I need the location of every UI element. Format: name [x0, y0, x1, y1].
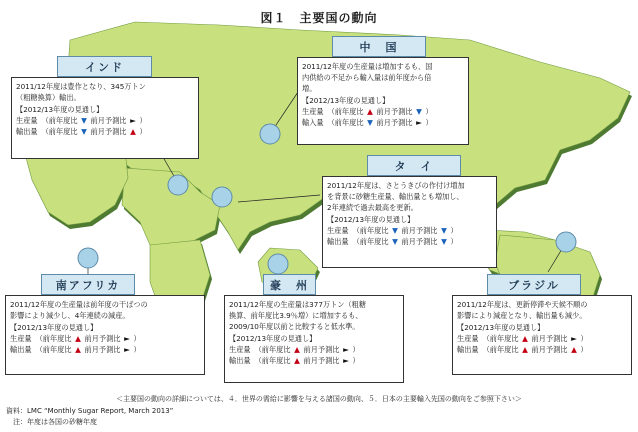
right-arrow-icon: ► [130, 116, 136, 125]
indicator-label: 輸出量 [229, 356, 251, 365]
down-arrow-icon: ▼ [416, 107, 422, 116]
indicator-row [16, 115, 194, 126]
yoy-label: （前年度比 [41, 127, 78, 136]
down-arrow-icon: ▼ [441, 226, 447, 235]
close-paren: ） [133, 345, 141, 354]
south-africa-description: 2011/12年度の生産量は前年度の干ばつの 影響により減少し、4年連続の減産。 [10, 300, 148, 320]
indicator-row [16, 126, 194, 137]
country-label-south-africa: 南アフリカ [41, 274, 135, 295]
up-arrow-icon: ▲ [130, 127, 136, 136]
yoy-label: （前年度比 [352, 226, 389, 235]
china-indicator-rows [302, 106, 464, 128]
footnote-detail: ＜主要国の動向の詳細については、４．世界の需給に影響を与える諸国の動向、５．日本の主要輸入先国の動向をご参照下さい＞ [116, 395, 522, 403]
india-outlook-heading: 【2012/13年度の見通し】 [16, 105, 104, 114]
brazil-outlook-heading: 【2012/13年度の見通し】 [457, 323, 545, 332]
right-arrow-icon: ► [416, 118, 422, 127]
australia-outlook-heading: 【2012/13年度の見通し】 [229, 334, 317, 343]
prev-label: 前月予測比 [401, 237, 438, 246]
yoy-label: （前年度比 [482, 345, 519, 354]
indicator-row [10, 333, 200, 344]
yoy-label: （前年度比 [327, 118, 364, 127]
indicator-label: 生産量 [16, 116, 38, 125]
australia-indicator-rows [229, 344, 399, 366]
prev-label: 前月予測比 [376, 118, 413, 127]
down-arrow-icon: ▼ [392, 226, 398, 235]
close-paren: ） [133, 334, 141, 343]
close-paren: ） [580, 334, 588, 343]
australia-description: 2011/12年度の生産量は377万トン（粗糖 換算、前年度比3.9％増）に増加するも、 2009/10年度以前と比較すると低水準。 [229, 300, 367, 331]
china-description: 2011/12年度の生産量は増加するも、国 内供給の不足から輸入量は前年度から倍 増。 [302, 62, 433, 93]
china-outlook-heading: 【2012/13年度の見通し】 [302, 96, 390, 105]
right-arrow-icon: ► [343, 356, 349, 365]
info-box-thailand [322, 176, 497, 268]
down-arrow-icon: ▼ [81, 116, 87, 125]
indicator-label: 生産量 [10, 334, 32, 343]
south-africa-indicator-rows [10, 333, 200, 355]
footnote-note: 注：年度は各国の砂糖年度 [6, 418, 97, 426]
indicator-label: 輸出量 [10, 345, 32, 354]
up-arrow-icon: ▲ [294, 345, 300, 354]
indicator-label: 輸入量 [302, 118, 324, 127]
indicator-row [302, 106, 464, 117]
thailand-outlook-heading: 【2012/13年度の見通し】 [327, 215, 415, 224]
country-label-india: インド [57, 56, 152, 77]
down-arrow-icon: ▼ [367, 118, 373, 127]
country-label-australia: 豪 州 [263, 274, 316, 295]
brazil-indicator-rows [457, 333, 627, 355]
up-arrow-icon: ▲ [75, 345, 81, 354]
prev-label: 前月予測比 [531, 334, 568, 343]
yoy-label: （前年度比 [35, 345, 72, 354]
marker-brazil [556, 232, 576, 252]
brazil-description: 2011/12年度は、更新停滞や天候不順の 影響により減産となり、輸出量も減少。 [457, 300, 588, 320]
indicator-label: 輸出量 [327, 237, 349, 246]
indicator-label: 生産量 [327, 226, 349, 235]
close-paren: ） [139, 127, 147, 136]
close-paren: ） [580, 345, 588, 354]
up-arrow-icon: ▲ [571, 345, 577, 354]
down-arrow-icon: ▼ [81, 127, 87, 136]
country-label-china: 中 国 [332, 36, 426, 57]
info-box-south-africa [5, 295, 205, 375]
down-arrow-icon: ▼ [392, 237, 398, 246]
marker-india [168, 175, 188, 195]
figure-title: 図１ 主要国の動向 [260, 11, 378, 25]
prev-label: 前月予測比 [90, 127, 127, 136]
right-arrow-icon: ► [124, 345, 130, 354]
yoy-label: （前年度比 [254, 345, 291, 354]
indicator-row [457, 344, 627, 355]
yoy-label: （前年度比 [352, 237, 389, 246]
close-paren: ） [450, 237, 458, 246]
indicator-row [302, 117, 464, 128]
indicator-label: 生産量 [229, 345, 251, 354]
up-arrow-icon: ▲ [522, 334, 528, 343]
thailand-indicator-rows [327, 225, 492, 247]
right-arrow-icon: ► [343, 345, 349, 354]
indicator-row [10, 344, 200, 355]
info-box-india [11, 77, 199, 159]
right-arrow-icon: ► [571, 334, 577, 343]
thailand-description: 2011/12年度は、さとうきびの作付け増加 を背景に砂糖生産量、輸出量とも増加し、 2年連続で過去最高を更新。 [327, 181, 465, 212]
close-paren: ） [352, 356, 360, 365]
indicator-label: 生産量 [457, 334, 479, 343]
up-arrow-icon: ▲ [367, 107, 373, 116]
close-paren: ） [352, 345, 360, 354]
close-paren: ） [425, 118, 433, 127]
country-label-brazil: ブラジル [487, 274, 581, 295]
info-box-china [297, 57, 469, 145]
prev-label: 前月予測比 [531, 345, 568, 354]
yoy-label: （前年度比 [35, 334, 72, 343]
marker-australia [268, 254, 288, 274]
close-paren: ） [425, 107, 433, 116]
prev-label: 前月予測比 [84, 334, 121, 343]
up-arrow-icon: ▲ [294, 356, 300, 365]
india-description: 2011/12年度は豊作となり、345万トン （粗糖換算）輸出。 [16, 82, 146, 102]
indicator-label: 輸出量 [16, 127, 38, 136]
up-arrow-icon: ▲ [522, 345, 528, 354]
yoy-label: （前年度比 [254, 356, 291, 365]
prev-label: 前月予測比 [401, 226, 438, 235]
marker-south-africa [78, 248, 98, 268]
indicator-row [229, 355, 399, 366]
indicator-row [229, 344, 399, 355]
marker-thailand [212, 187, 232, 207]
close-paren: ） [139, 116, 147, 125]
south-africa-outlook-heading: 【2012/13年度の見通し】 [10, 323, 98, 332]
yoy-label: （前年度比 [41, 116, 78, 125]
indicator-row [327, 225, 492, 236]
indicator-label: 輸出量 [457, 345, 479, 354]
indicator-row [327, 236, 492, 247]
marker-china [260, 124, 280, 144]
prev-label: 前月予測比 [84, 345, 121, 354]
indicator-row [457, 333, 627, 344]
prev-label: 前月予測比 [303, 345, 340, 354]
yoy-label: （前年度比 [327, 107, 364, 116]
footnote-source: 資料：LMC “Monthly Sugar Report, March 2013” [6, 407, 174, 415]
close-paren: ） [450, 226, 458, 235]
down-arrow-icon: ▼ [441, 237, 447, 246]
india-indicator-rows [16, 115, 194, 137]
prev-label: 前月予測比 [303, 356, 340, 365]
indicator-label: 生産量 [302, 107, 324, 116]
right-arrow-icon: ► [124, 334, 130, 343]
prev-label: 前月予測比 [90, 116, 127, 125]
country-label-thailand: タ イ [367, 155, 461, 176]
yoy-label: （前年度比 [482, 334, 519, 343]
up-arrow-icon: ▲ [75, 334, 81, 343]
prev-label: 前月予測比 [376, 107, 413, 116]
info-box-australia [224, 295, 404, 383]
info-box-brazil [452, 295, 632, 375]
